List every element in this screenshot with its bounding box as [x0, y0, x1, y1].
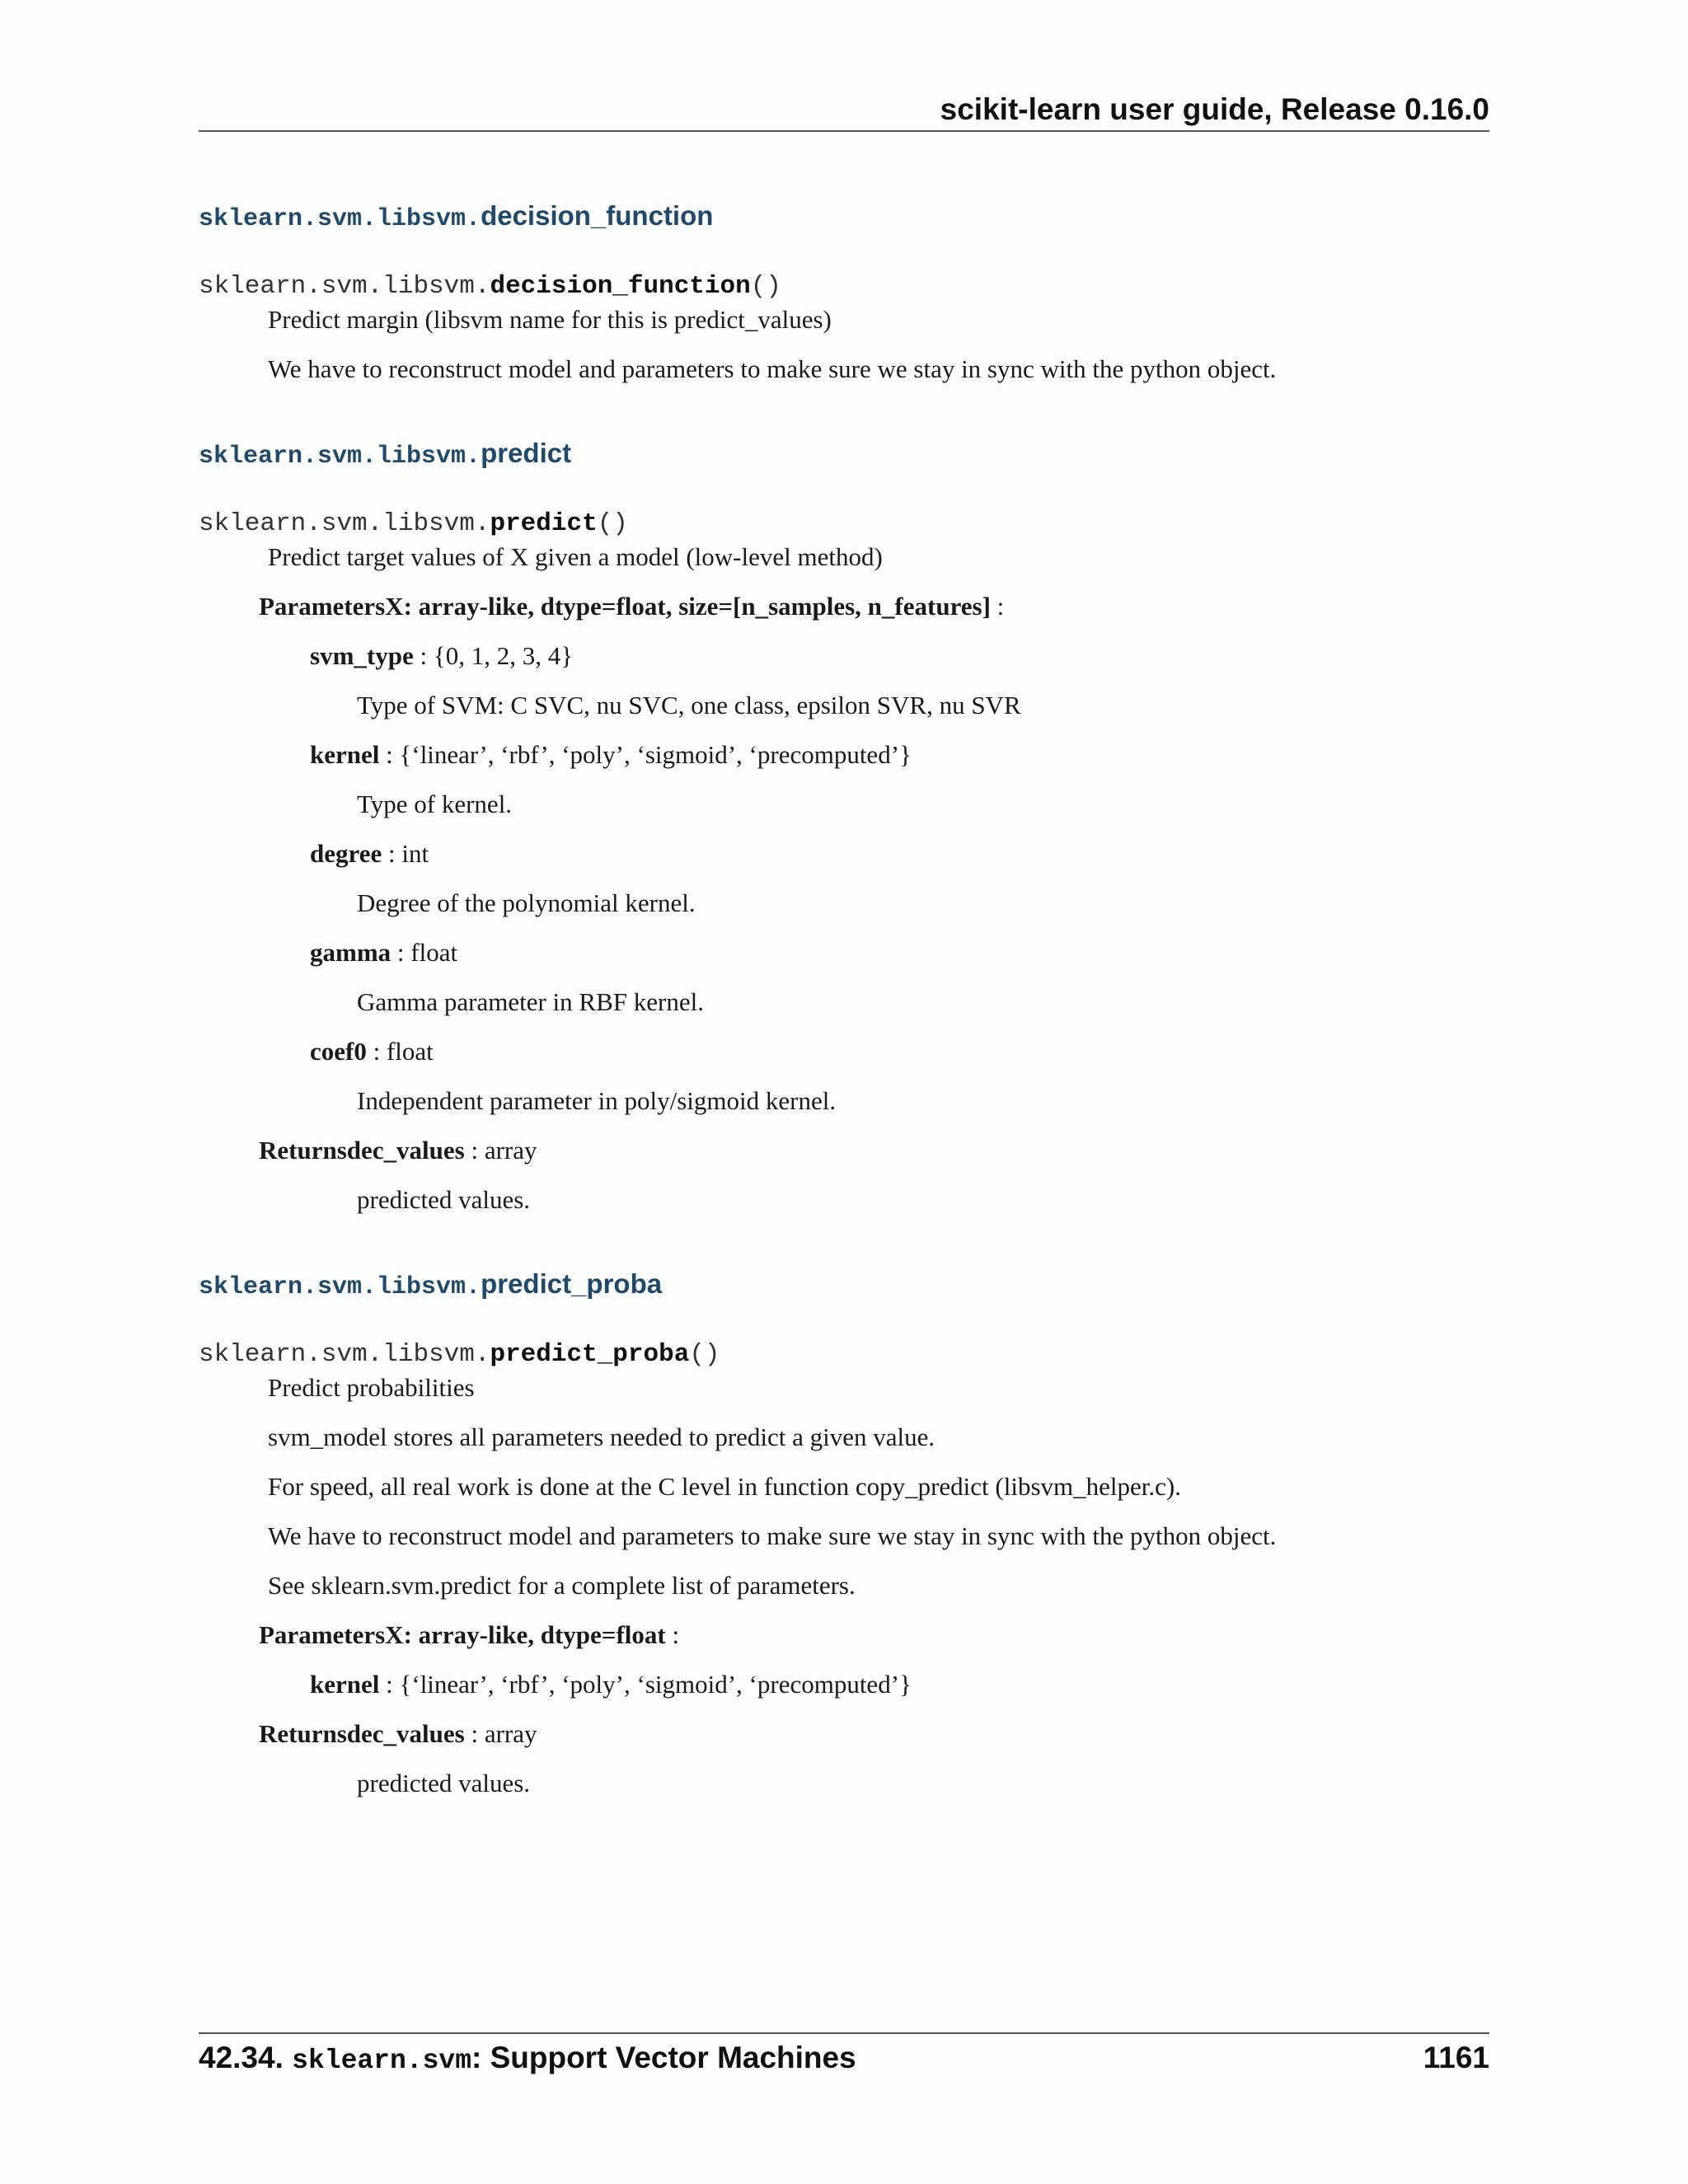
parameters-heading: ParametersX: array-like, dtype=float :	[259, 1620, 680, 1649]
param-coef0: coef0 : float	[310, 1037, 434, 1066]
section-title[interactable]: sklearn.svm.libsvm.decision_function	[199, 200, 714, 233]
section-predict-proba	[199, 1266, 1489, 1816]
function-signature: sklearn.svm.libsvm.predict_proba()	[199, 1340, 720, 1369]
param-kernel: kernel : {‘linear’, ‘rbf’, ‘poly’, ‘sigmoid’, ‘precomputed’}	[310, 740, 912, 769]
parameters-heading: ParametersX: array-like, dtype=float, size=[n_samples, n_features] :	[259, 592, 1005, 621]
param-desc: Independent parameter in poly/sigmoid kernel.	[357, 1086, 837, 1115]
function-signature: sklearn.svm.libsvm.decision_function()	[199, 272, 781, 301]
page-number: 1161	[1423, 2041, 1489, 2074]
parameter-list	[259, 1619, 1489, 1800]
function-description: Predict probabilities svm_model stores all parameters needed to predict a given value. For speed, all real work is done at the C level in function copy_predict (libsvm_helper.c). We have to reconstruct model and parameters to make sure we stay in sync with the python object. See sklearn.svm.predict for a complete list of parameters.	[268, 1373, 1277, 1600]
returns-desc: predicted values.	[357, 1185, 531, 1214]
parameter-list	[259, 590, 1489, 1216]
section-title[interactable]: sklearn.svm.libsvm.predict	[199, 438, 572, 471]
param-desc: Gamma parameter in RBF kernel.	[357, 987, 704, 1016]
function-description: Predict margin (libsvm name for this is predict_values) We have to reconstruct model and parameters to make sure we stay in sync with the python object.	[268, 305, 1277, 383]
page-footer	[199, 2032, 1489, 2080]
returns-heading: Returnsdec_values : array	[259, 1136, 537, 1165]
param-desc: Type of SVM: C SVC, nu SVC, one class, epsilon SVR, nu SVR	[357, 691, 1021, 719]
section-title[interactable]: sklearn.svm.libsvm.predict_proba	[199, 1268, 663, 1301]
param-gamma: gamma : float	[310, 938, 458, 967]
section-decision-function	[199, 198, 1489, 402]
param-desc: Type of kernel.	[357, 790, 513, 818]
footer-section: 42.34. sklearn.svm: Support Vector Machines	[199, 2041, 856, 2076]
header-title: scikit-learn user guide, Release 0.16.0	[940, 92, 1489, 126]
returns-desc: predicted values.	[357, 1769, 531, 1797]
param-desc: Degree of the polynomial kernel.	[357, 888, 696, 917]
param-degree: degree : int	[310, 839, 429, 868]
function-signature: sklearn.svm.libsvm.predict()	[199, 509, 628, 538]
section-predict	[199, 435, 1489, 1233]
page-header	[199, 89, 1489, 132]
param-svm-type: svm_type : {0, 1, 2, 3, 4}	[310, 641, 574, 670]
function-description: Predict target values of X given a model (low-level method)	[268, 542, 883, 571]
returns-heading: Returnsdec_values : array	[259, 1719, 537, 1748]
param-kernel: kernel : {‘linear’, ‘rbf’, ‘poly’, ‘sigmoid’, ‘precomputed’}	[310, 1670, 912, 1699]
